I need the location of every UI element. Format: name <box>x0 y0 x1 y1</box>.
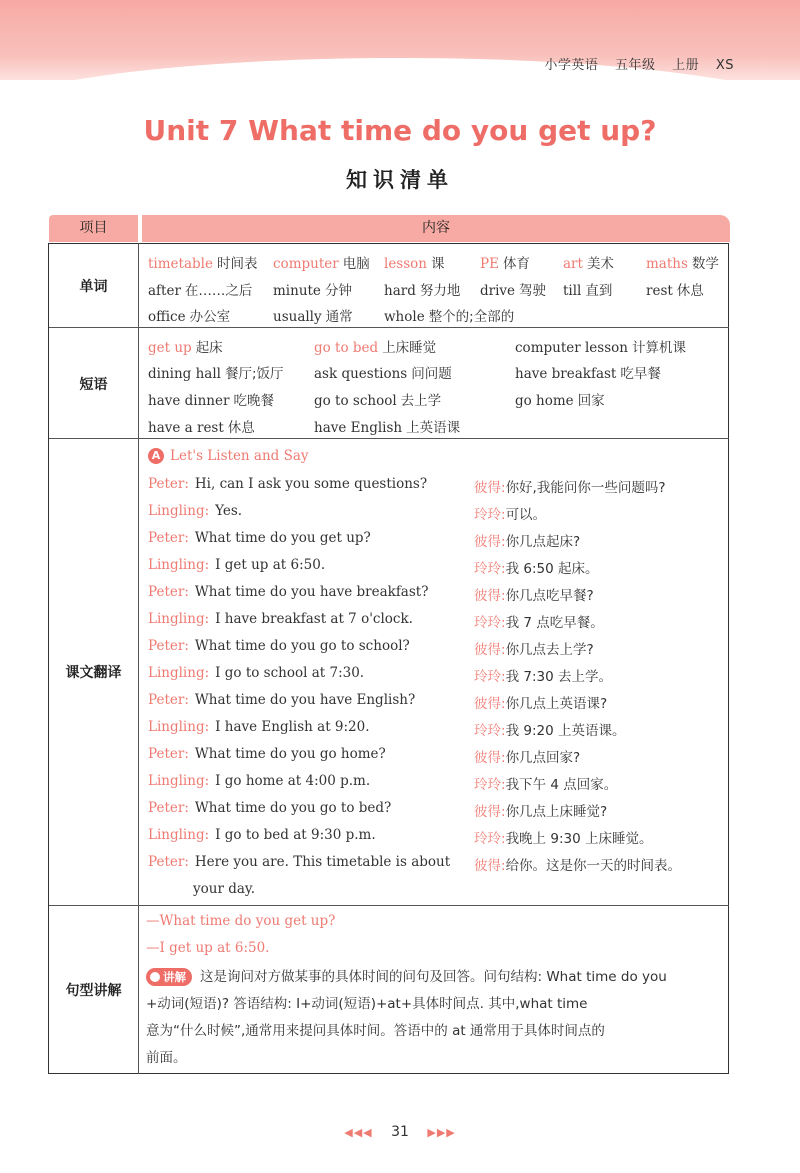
speaker-name-zh: 彼得: <box>474 642 506 658</box>
explanation-text: 这是询问对方做某事的具体时间的问句及回答。问句结构: What time do you <box>200 969 667 985</box>
phrase-text: go to school <box>314 393 397 409</box>
vocab-word: lesson <box>384 256 427 272</box>
vocab-item <box>563 279 612 299</box>
phrase-item <box>148 416 255 436</box>
phrase-item <box>314 362 452 382</box>
table-head-content: 内容 <box>142 215 730 242</box>
section-heading <box>148 448 309 464</box>
prev-arrows-icon: ◀◀◀ <box>344 1126 373 1139</box>
vocab-meaning: 在……之后 <box>184 283 253 299</box>
speaker-name: Lingling: <box>148 719 210 735</box>
chinese-line <box>474 854 681 874</box>
running-header <box>532 54 734 73</box>
vocab-word: computer <box>273 256 339 272</box>
chinese-text: 你几点起床? <box>505 534 581 550</box>
chinese-line <box>474 827 652 847</box>
vocab-meaning: 努力地 <box>419 283 461 299</box>
dialogue-line <box>148 692 415 708</box>
vocab-item <box>148 252 257 272</box>
header-volume: 上册 <box>672 58 700 73</box>
speaker-name: Peter: <box>148 584 189 600</box>
speaker-name-zh: 彼得: <box>474 696 506 712</box>
row-divider <box>49 905 729 906</box>
english-text: Here you are. This timetable is about <box>194 854 451 870</box>
chinese-text: 你几点去上学? <box>505 642 594 658</box>
english-text: I have English at 9:20. <box>215 719 370 735</box>
chinese-text: 我 6:50 起床。 <box>505 561 599 577</box>
phrase-item <box>515 336 686 356</box>
example-question: —What time do you get up? <box>146 913 336 929</box>
vocab-word: after <box>148 283 181 299</box>
vocab-meaning: 时间表 <box>216 256 258 272</box>
chinese-text: 你几点上英语课? <box>505 696 608 712</box>
phrase-text: have English <box>314 420 403 436</box>
vocab-word: office <box>148 309 186 325</box>
english-text: Yes. <box>215 503 243 519</box>
speaker-name-zh: 玲玲: <box>474 669 506 685</box>
speaker-name: Lingling: <box>148 773 210 789</box>
phrase-text: have dinner <box>148 393 230 409</box>
speaker-name: Peter: <box>148 800 189 816</box>
vocab-meaning: 体育 <box>502 256 530 272</box>
vocab-word: minute <box>273 283 321 299</box>
dialogue-line <box>148 827 376 843</box>
vocab-word: timetable <box>148 256 213 272</box>
chinese-text: 你几点回家? <box>505 750 581 766</box>
speaker-name: Lingling: <box>148 557 210 573</box>
speaker-name: Peter: <box>148 854 189 870</box>
vocab-item <box>148 279 252 299</box>
vocab-word: rest <box>646 283 673 299</box>
english-text: What time do you go to school? <box>194 638 410 654</box>
dialogue-line <box>148 638 410 654</box>
chinese-text: 你几点上床睡觉? <box>505 804 608 820</box>
speaker-name: Lingling: <box>148 503 210 519</box>
phrase-meaning: 起床 <box>195 340 223 356</box>
dialogue-line <box>148 476 427 492</box>
phrase-text: get up <box>148 340 192 356</box>
dialogue-line <box>148 665 364 681</box>
sentence-label: 句型讲解 <box>65 983 122 999</box>
vocab-item <box>480 252 530 272</box>
vocab-meaning: 美术 <box>586 256 614 272</box>
explanation-line: +动词(短语)? 答语结构: I+动词(短语)+at+具体时间点. 其中,what time <box>146 996 588 1012</box>
phrase-text: dining hall <box>148 366 221 382</box>
english-text: Hi, can I ask you some questions? <box>194 476 428 492</box>
phrase-item <box>515 362 661 382</box>
vocab-meaning: 办公室 <box>189 309 231 325</box>
english-text: What time do you go home? <box>194 746 386 762</box>
example-answer: —I get up at 6:50. <box>146 940 270 956</box>
phrase-meaning: 休息 <box>227 420 255 436</box>
phrase-meaning: 吃早餐 <box>620 366 661 382</box>
phrase-item <box>148 362 284 382</box>
next-arrows-icon: ▶▶▶ <box>427 1126 456 1139</box>
explain-tag-label: 讲解 <box>163 970 186 984</box>
speaker-name: Lingling: <box>148 611 210 627</box>
chinese-text: 你几点吃早餐? <box>505 588 594 604</box>
speaker-name: Lingling: <box>148 665 210 681</box>
english-text: What time do you have breakfast? <box>194 584 429 600</box>
chinese-line <box>474 476 666 496</box>
translation-label: 课文翻译 <box>65 665 122 681</box>
phrase-meaning: 去上学 <box>400 393 442 409</box>
table-divider <box>138 243 139 1074</box>
vocab-meaning: 休息 <box>676 283 704 299</box>
phrase-meaning: 吃晚餐 <box>233 393 274 409</box>
speaker-name-zh: 彼得: <box>474 750 506 766</box>
dialogue-line <box>148 503 242 519</box>
dialogue-line <box>148 773 370 789</box>
phrase-meaning: 上英语课 <box>406 420 461 436</box>
header-edition: XS <box>715 58 734 73</box>
speaker-name-zh: 玲玲: <box>474 615 506 631</box>
speaker-name: Lingling: <box>148 827 210 843</box>
english-text: What time do you go to bed? <box>194 800 392 816</box>
vocab-item <box>563 252 614 272</box>
vocab-item <box>384 279 460 299</box>
vocab-item <box>384 305 514 325</box>
speaker-name-zh: 彼得: <box>474 804 506 820</box>
vocab-word: drive <box>480 283 516 299</box>
chinese-line <box>474 638 594 658</box>
speaker-name: Peter: <box>148 530 189 546</box>
vocab-meaning: 分钟 <box>324 283 352 299</box>
speaker-name-zh: 玲玲: <box>474 777 506 793</box>
phrase-item <box>314 336 436 356</box>
section-badge: A <box>148 448 164 464</box>
vocab-item <box>273 305 353 325</box>
phrase-meaning: 计算机课 <box>631 340 686 356</box>
tag-ring-icon <box>150 972 160 982</box>
row-divider <box>49 327 729 328</box>
speaker-name: Peter: <box>148 692 189 708</box>
chinese-text: 我晚上 9:30 上床睡觉。 <box>505 831 653 847</box>
vocab-item <box>148 305 230 325</box>
speaker-name-zh: 彼得: <box>474 534 506 550</box>
phrases-label: 短语 <box>79 377 108 393</box>
dialogue-line <box>148 719 370 735</box>
header-grade: 五年级 <box>615 58 656 73</box>
vocab-word: whole <box>384 309 425 325</box>
vocab-word: hard <box>384 283 416 299</box>
chinese-line <box>474 800 607 820</box>
phrase-meaning: 回家 <box>577 393 605 409</box>
chinese-line <box>474 611 604 631</box>
chinese-line <box>474 584 594 604</box>
dialogue-line <box>148 746 386 762</box>
dialogue-continuation: your day. <box>193 881 256 897</box>
vocab-item <box>646 279 704 299</box>
explain-tag <box>146 968 192 986</box>
speaker-name-zh: 玲玲: <box>474 723 506 739</box>
vocab-meaning: 课 <box>431 256 445 272</box>
page-number: 31 <box>391 1124 409 1140</box>
explanation-line: 前面。 <box>146 1050 187 1066</box>
dialogue-line <box>148 557 325 573</box>
chinese-text: 我 7:30 去上学。 <box>505 669 612 685</box>
phrase-text: go to bed <box>314 340 379 356</box>
phrase-meaning: 餐厅;饭厅 <box>224 366 284 382</box>
phrase-item <box>515 389 605 409</box>
chinese-line <box>474 692 607 712</box>
unit-title: Unit 7 What time do you get up? <box>143 114 657 147</box>
speaker-name: Peter: <box>148 476 189 492</box>
vocab-meaning: 驾驶 <box>519 283 547 299</box>
phrase-item <box>148 389 274 409</box>
vocab-word: maths <box>646 256 688 272</box>
speaker-name-zh: 玲玲: <box>474 561 506 577</box>
phrase-meaning: 上床睡觉 <box>382 340 437 356</box>
phrase-text: go home <box>515 393 574 409</box>
english-text: I go home at 4:00 p.m. <box>215 773 371 789</box>
phrase-text: computer lesson <box>515 340 628 356</box>
dialogue-line <box>148 800 391 816</box>
chinese-line <box>474 557 598 577</box>
vocab-meaning: 通常 <box>325 309 353 325</box>
speaker-name: Peter: <box>148 746 189 762</box>
speaker-name-zh: 彼得: <box>474 480 506 496</box>
explanation-line: 意为“什么时候”,通常用来提问具体时间。答语中的 at 通常用于具体时间点的 <box>146 1023 605 1039</box>
phrase-item <box>314 416 460 436</box>
english-text: What time do you get up? <box>194 530 371 546</box>
vocab-item <box>646 252 719 272</box>
phrase-item <box>314 389 441 409</box>
speaker-name-zh: 彼得: <box>474 858 506 874</box>
phrase-text: have breakfast <box>515 366 617 382</box>
chinese-line <box>474 719 625 739</box>
vocab-item <box>273 279 352 299</box>
vocab-word: usually <box>273 309 322 325</box>
chinese-line <box>474 530 580 550</box>
explanation <box>146 964 721 1072</box>
english-text: I go to school at 7:30. <box>215 665 365 681</box>
chinese-text: 给你。这是你一天的时间表。 <box>505 858 682 874</box>
phrase-item <box>148 336 223 356</box>
chinese-text: 你好,我能问你一些问题吗? <box>505 480 666 496</box>
vocab-word: PE <box>480 256 499 272</box>
section-subtitle: 知识清单 <box>346 168 454 192</box>
chinese-line <box>474 773 617 793</box>
section-title: Let's Listen and Say <box>170 448 309 464</box>
vocab-word: till <box>563 283 582 299</box>
vocab-meaning: 整个的;全部的 <box>428 309 515 325</box>
explanation-line <box>146 964 721 991</box>
dialogue-line <box>148 854 450 870</box>
english-text: What time do you have English? <box>194 692 416 708</box>
vocab-item <box>384 252 445 272</box>
row-divider <box>49 438 729 439</box>
chinese-text: 我下午 4 点回家。 <box>505 777 618 793</box>
chinese-text: 我 7 点吃早餐。 <box>505 615 604 631</box>
vocab-meaning: 电脑 <box>342 256 370 272</box>
vocab-item <box>480 279 546 299</box>
speaker-name-zh: 彼得: <box>474 588 506 604</box>
dialogue-line <box>148 584 428 600</box>
speaker-name-zh: 玲玲: <box>474 831 506 847</box>
vocab-word: art <box>563 256 583 272</box>
vocab-label: 单词 <box>79 279 108 295</box>
phrase-meaning: 问问题 <box>411 366 452 382</box>
phrase-text: ask questions <box>314 366 408 382</box>
chinese-line <box>474 746 580 766</box>
chinese-line <box>474 665 612 685</box>
chinese-text: 我 9:20 上英语课。 <box>505 723 626 739</box>
speaker-name-zh: 玲玲: <box>474 507 506 523</box>
dialogue-line <box>148 530 371 546</box>
vocab-item <box>273 252 370 272</box>
vocab-meaning: 直到 <box>585 283 613 299</box>
english-text: I get up at 6:50. <box>215 557 326 573</box>
page-footer <box>0 1124 800 1140</box>
header-subject: 小学英语 <box>544 58 599 73</box>
vocab-meaning: 数学 <box>691 256 719 272</box>
chinese-line <box>474 503 546 523</box>
english-text: I have breakfast at 7 o'clock. <box>215 611 413 627</box>
dialogue-line <box>148 611 413 627</box>
english-text: I go to bed at 9:30 p.m. <box>215 827 376 843</box>
chinese-text: 可以。 <box>505 507 547 523</box>
speaker-name: Peter: <box>148 638 189 654</box>
table-head-item: 项目 <box>49 215 138 242</box>
phrase-text: have a rest <box>148 420 224 436</box>
